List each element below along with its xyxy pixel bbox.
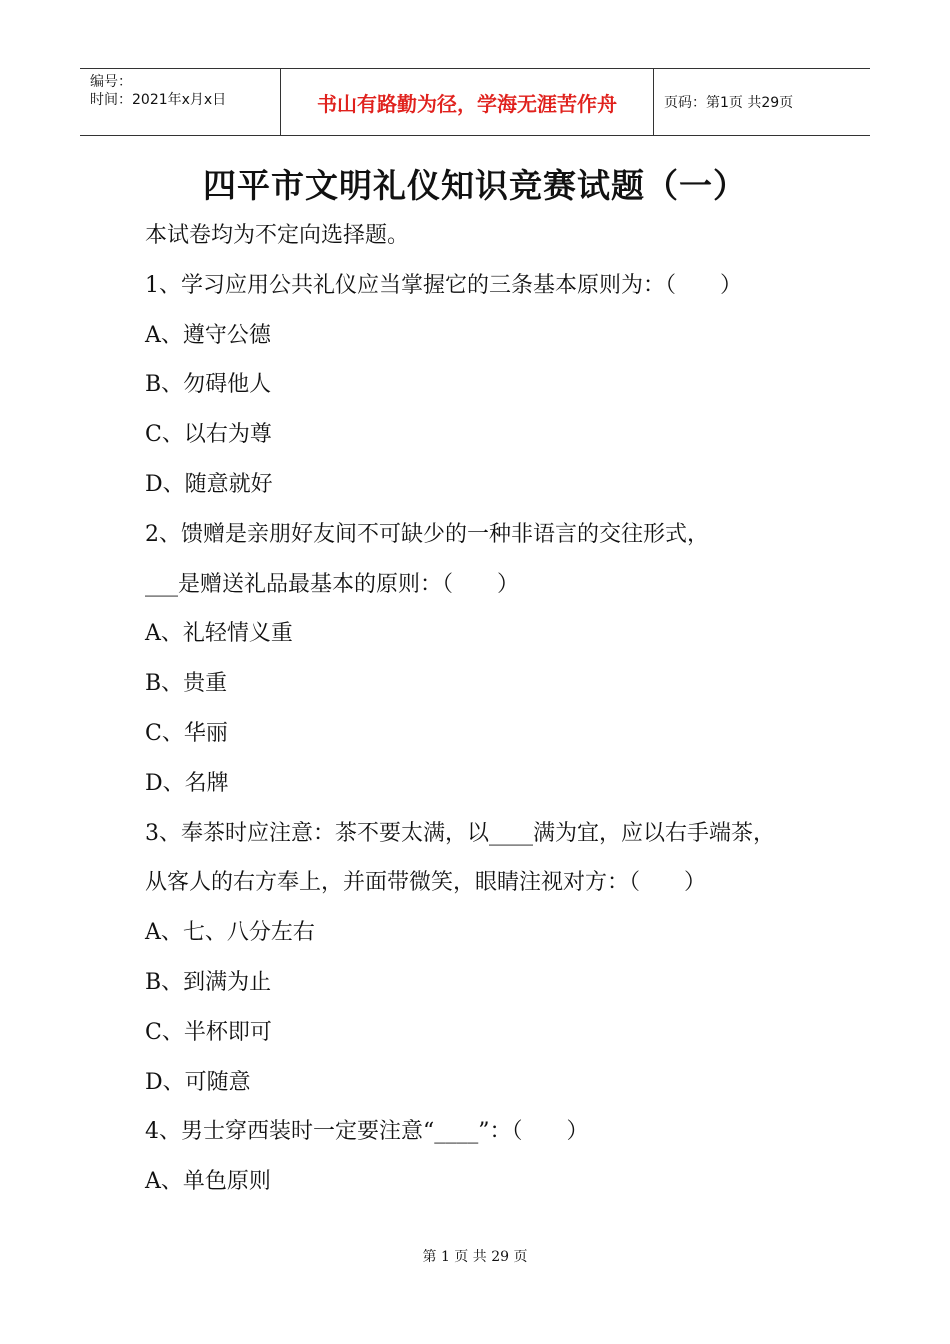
option-3a: A、七、八分左右 <box>145 920 315 946</box>
option-4a: A、单色原则 <box>145 1169 271 1195</box>
intro-text: 本试卷均为不定向选择题。 <box>145 223 410 248</box>
question-4: 4、男士穿西装时一定要注意“____”：（ ） <box>145 1119 589 1145</box>
option-2d: D、名牌 <box>145 770 229 796</box>
question-body <box>145 216 845 1212</box>
page-title: 四平市文明礼仪知识竞赛试题（一） <box>203 166 747 205</box>
header-motto: 书山有路勤为径，学海无涯苦作舟 <box>281 69 654 135</box>
question-3-line-2: 从客人的右方奉上，并面带微笑，眼睛注视对方：（ ） <box>145 870 707 896</box>
option-3c: C、半杯即可 <box>145 1019 272 1045</box>
number-label: 编号： <box>90 74 132 90</box>
option-1b: B、勿碍他人 <box>145 372 272 398</box>
option-1a: A、遵守公德 <box>145 322 271 348</box>
header-page-info: 页码：第1页 共29页 <box>664 95 794 111</box>
option-2c: C、华丽 <box>145 720 228 746</box>
option-1d: D、随意就好 <box>145 471 273 497</box>
question-2-line-1: 2、馈赠是亲朋好友间不可缺少的一种非语言的交往形式， <box>145 521 709 547</box>
question-2-line-2: ___是赠送礼品最基本的原则：（ ） <box>145 571 520 597</box>
document-header-table <box>80 68 870 136</box>
option-3d: D、可随意 <box>145 1069 251 1095</box>
option-2a: A、礼轻情义重 <box>145 621 293 647</box>
page-footer: 第 1 页 共 29 页 <box>422 1249 528 1265</box>
question-3-line-1: 3、奉茶时应注意：茶不要太满，以____满为宜，应以右手端茶， <box>145 820 775 846</box>
option-2b: B、贵重 <box>145 671 228 697</box>
question-1: 1、学习应用公共礼仪应当掌握它的三条基本原则为：（ ） <box>145 272 742 298</box>
option-1c: C、以右为尊 <box>145 422 272 448</box>
time-label: 时间：2021年x月x日 <box>90 92 227 108</box>
header-meta-cell <box>80 69 281 135</box>
option-3b: B、到满为止 <box>145 969 272 995</box>
